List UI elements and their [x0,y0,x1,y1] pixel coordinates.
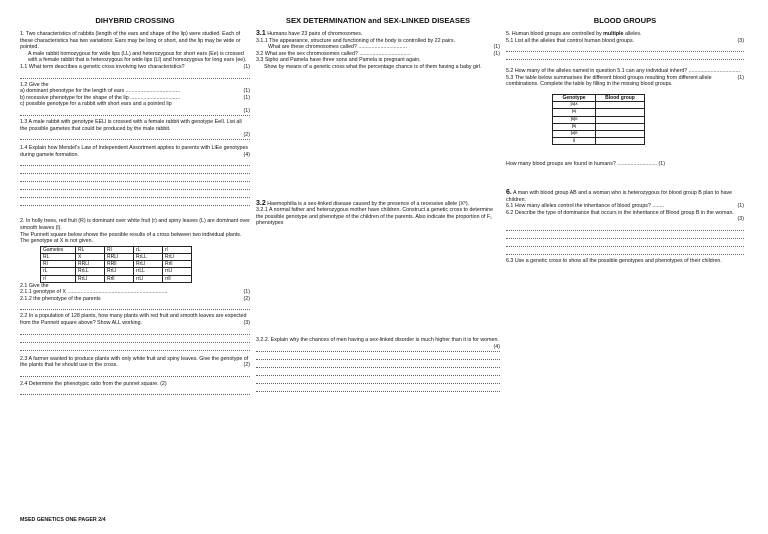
q3-2-1: 3.2.1 A normal father and heterozygous mother have children. Construct a genetic cross to determine the possible genotype and phenotype of the children of the parents. Also indicate the proportion of F₁ phenotypes [256,207,494,227]
answer-line [20,166,250,174]
q5-3: 5.3 The table below summarises the different blood groups resulting from different allele combinations. Complete the table by filling in the missing blood groups. [506,74,712,88]
punnett-cell: RrLl [76,275,105,282]
q5-4: How many blood groups are found in humans? ........................... (1) [506,161,666,168]
punnett-cell: RrLl [163,253,192,260]
q1-2b: b) recessive phenotype for the shape of the lip .................................. (1) [20,94,250,101]
punnett-cell: X [76,253,105,260]
punnett-row [41,253,192,260]
q6-2-mark: (3) [737,216,744,223]
answer-line: (2) [20,132,250,140]
punnett-cell: rrLL [134,268,163,275]
bg-blood-group-cell[interactable] [596,138,645,145]
punnett-square [40,246,192,283]
q2-1-2: 2.1.2 the phenotype of the parents (2) [20,295,250,302]
q3-1-1: 3.1.1 The appearance, structure and functioning of the body is controlled by 22 pairs. [256,37,455,44]
bg-genotype-cell: IᴮIᴮ [553,116,596,123]
answer-line [256,344,500,352]
q6: 6. A man with blood group AB and a woman who is heterozygous for blood group B plan to have children. [506,188,733,203]
q5: 5. Human blood groups are controlled by multiple alleles. [506,31,642,37]
q1-intro2: A male rabbit homozygous for wide lips (LL) and heterozygous for short ears (Ee) is crossed with a female rabbit that is heterozygous for wide lips (Ll) and homozygous for long ears (ee). [28,50,247,64]
punnett-cell: rL [134,246,163,253]
bg-row [553,116,645,123]
punnett-cell: rrLl [163,268,192,275]
heading-sex-determination: SEX DETERMINATION and SEX-LINKED DISEASES [285,16,471,25]
bg-genotype-cell: ii [553,138,596,145]
punnett-cell: rrll [163,275,192,282]
bg-genotype-cell: Iᴮi [553,123,596,130]
answer-line [506,231,744,239]
footer: MSED GENETICS ONE PAGER 2/4 [20,517,106,523]
q6-2: 6.2 Describe the type of dominance that occurs in the inheritance of Blood group B in the woman. [506,209,734,216]
q2-4: 2.4 Determine the phenotypic ratio from the punnet square. (2) [20,380,167,387]
q2-2: 2.2 In a population of 128 plants, how many plants with red fruit and smooth leaves are expected from the Punnett square above? Show ALL working. (3) [20,313,250,327]
q1-1: 1.1 What term describes a genetic cross involving two characteristics? (1) [20,63,250,70]
punnett-cell: Rrll [105,275,134,282]
blood-group-table [552,94,645,145]
bg-row [553,130,645,137]
answer-line [20,343,250,351]
column-dihybrid [20,0,250,395]
q6-1: 6.1 How many alleles control the inheritance of blood groups? ........ (1) [506,203,744,210]
punnett-cell: RrLL [76,268,105,275]
bg-genotype-cell: IᴬIᴬ [553,102,596,109]
punnett-cell: rl [41,275,76,282]
bg-blood-group-cell[interactable] [596,109,645,116]
q1-3: 1.3 A male rabbit with genotype EELl is crossed with a female rabbit with genotype EeIl. List all the possible gametes that could be produced by the male rabbit. [20,118,242,132]
bg-header-blood-group: Blood group [596,94,645,101]
answer-line [20,327,250,335]
q3-2b: 3.2 Haemophilia is a sex-linked disease caused by the presence of a recessive allele (Xʰ). [256,199,470,207]
punnett-cell: Gametes [41,246,76,253]
answer-line [20,182,250,190]
bg-row [553,109,645,116]
q1-2: 1.2 Give the [20,81,49,88]
q2-1-1: 2.1.1 genotype of X .................................................................... (1) [20,289,250,296]
answer-line [256,376,500,384]
punnett-cell: RRll [105,261,134,268]
q3-3b: Show by means of a genetic cross what the percentage chance is of them having a baby girl. [264,63,482,70]
punnett-row [41,246,192,253]
q5-2: 5.2 How many of the alleles named in question 5.1 can any individual inherit? ................................... (1) [506,68,744,81]
bg-blood-group-cell[interactable] [596,116,645,123]
answer-line [256,360,500,368]
answer-line [506,44,744,52]
answer-line [506,247,744,255]
punnett-cell: rl [163,246,192,253]
answer-line [20,198,250,206]
column-blood-groups [506,0,744,265]
punnett-row [41,268,192,275]
q1-2c: c) possible genotype for a rabbit with short ears and a pointed lip [20,101,172,108]
q3-1-1b: What are these chromosomes called? ................................. (1) [268,44,500,51]
punnett-cell: Rl [41,261,76,268]
answer-line [256,384,500,392]
punnett-row [41,261,192,268]
q3-2-2: 3.2.2. Explain why the chances of men having a sex-linked disorder is much higher than it is for women. (4) [256,336,500,350]
bg-blood-group-cell[interactable] [596,102,645,109]
punnett-cell: RrLl [105,268,134,275]
answer-line [506,239,744,247]
q3-2: 3.2 What are the sex chromosomes called? ................................... (1) [256,50,500,57]
q3-1: 3.1 Humans have 23 pairs of chromosomes. [256,30,363,37]
q1-intro: 1. Two characteristics of rabbits (length of the ears and shape of the lip) were studied. Each of these characteristics has two variations: Ears may be long or short, and the lip may be wide or pointed. [20,31,241,51]
answer-line [20,387,250,395]
q2-1: 2.1 Give the [20,282,49,289]
answer-line [20,158,250,166]
answer-line [20,335,250,343]
q1-2a: a) dominant phenotype for the length of ears ..................................... (1) [20,88,250,95]
q6-3: 6.3 Use a genetic cross to show all the possible genotypes and phenotypes of their children. [506,257,722,264]
q2-intro2: The Punnett square below shows the possible results of a cross between two individual plants. The genotype at X is not given. [20,231,242,245]
punnett-cell: RL [41,253,76,260]
bg-row [553,123,645,130]
answer-line: (1) [20,108,250,116]
q5-1: 5.1 List all the alleles that control human blood groups. (3) [506,37,744,44]
punnett-cell: RrLl [134,261,163,268]
bg-blood-group-cell[interactable] [596,130,645,137]
punnett-cell: RRLl [105,253,134,260]
bg-blood-group-cell[interactable] [596,123,645,130]
q2-intro: 2. In holly trees, red fruit (R) is dominant over white fruit (r) and spiny leaves (L) are dominant over smooth leaves (l). [20,218,250,231]
column-sex-determination [256,0,500,392]
answer-line [256,368,500,376]
heading-blood-groups: BLOOD GROUPS [593,16,657,25]
punnett-cell: Rl [105,246,134,253]
answer-line [506,52,744,60]
punnett-cell: rrLl [134,275,163,282]
heading-dihybrid: DIHYBRID CROSSING [95,16,175,25]
q1-4: 1.4 Explain how Mendel's Law of Independent Assortment applies to parents with LlEe genotypes during gamete formation. (4) [20,145,250,158]
answer-line [256,352,500,360]
punnett-cell: rL [41,268,76,275]
punnett-cell: RRLl [76,261,105,268]
punnett-cell: RrLL [134,253,163,260]
bg-genotype-cell: IᴬIᴮ [553,130,596,137]
bg-genotype-cell: Iᴬi [553,109,596,116]
answer-line [20,71,250,79]
answer-line [20,302,250,310]
answer-line [20,369,250,377]
punnett-cell: Rrll [163,261,192,268]
answer-line [20,190,250,198]
answer-line [506,223,744,231]
answer-line [20,174,250,182]
punnett-row [41,275,192,282]
bg-row [553,138,645,145]
q2-3: 2.3 A farmer wanted to produce plants with only white fruit and spiny leaves. Give the genotype of the plants that he should use in the cross. (2) [20,355,250,369]
punnett-cell: RL [76,246,105,253]
bg-header-genotype: Genotype [553,94,596,101]
bg-row [553,102,645,109]
q3-3: 3.3 Sipho and Pamela have three sons and Pamela is pregnant again. [256,57,421,64]
